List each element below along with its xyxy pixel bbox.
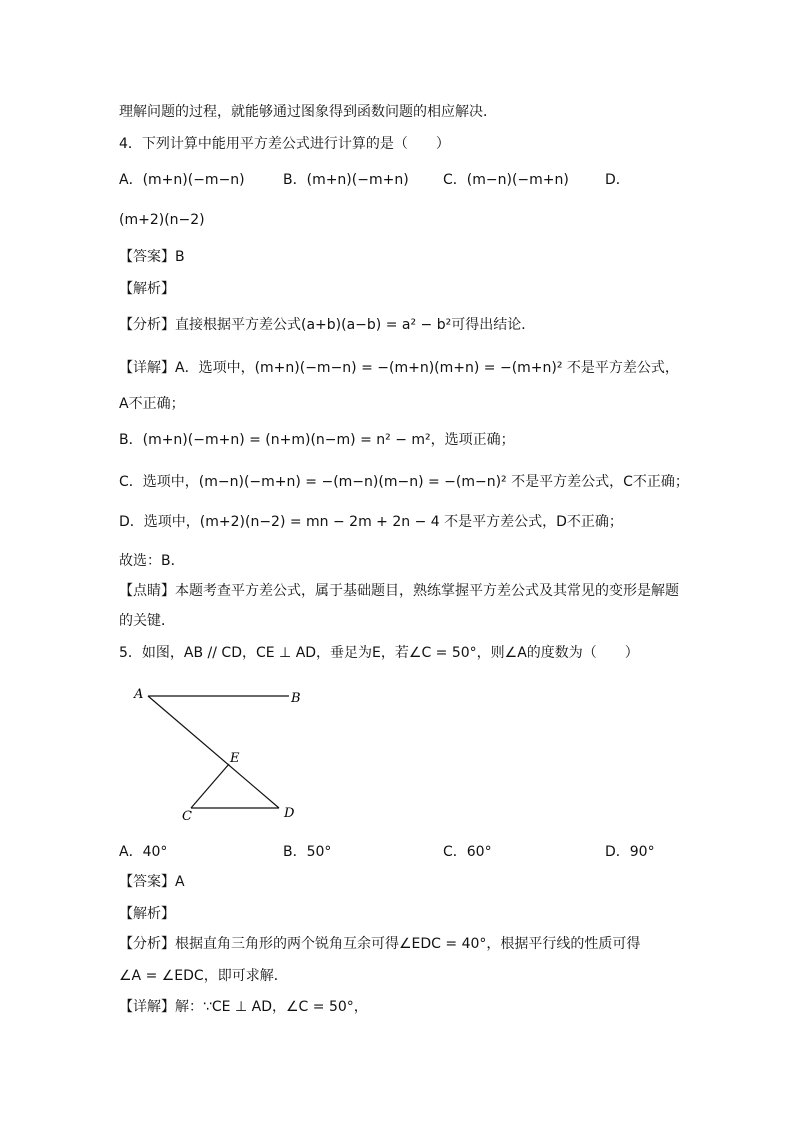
q5-jiexi: 【解析】 xyxy=(119,906,175,922)
q4-option-c: C．(m−n)(−m+n) xyxy=(443,172,569,188)
q5-fenxi-line1: 【分析】根据直角三角形的两个锐角互余可得∠EDC = 40°，根据平行线的性质可得 xyxy=(119,936,641,952)
q4-detail-d: D．选项中，(m+2)(n−2) = mn − 2m + 2n − 4 不是平方差公式，D不正确； xyxy=(119,514,623,530)
q5-option-a: A．40° xyxy=(119,844,168,860)
q4-choose: 故选：B． xyxy=(119,553,185,569)
q5-stem: 5．如图，AB // CD，CE ⊥ AD，垂足为E，若∠C = 50°，则∠A的度数为（ ） xyxy=(119,645,639,661)
label-d: D xyxy=(284,806,295,821)
label-c: C xyxy=(182,809,192,824)
q5-detail: 【详解】解：∵CE ⊥ AD，∠C = 50°， xyxy=(119,999,368,1015)
segment-ad xyxy=(148,696,279,808)
q4-detail-c: C．选项中，(m−n)(−m+n) = −(m−n)(m−n) = −(m−n)² 不是平方差公式，C不正确； xyxy=(119,474,689,490)
label-a: A xyxy=(134,687,144,702)
q4-detail-a-line2: A不正确； xyxy=(119,396,185,412)
q5-fenxi-line2: ∠A = ∠EDC，即可求解． xyxy=(119,968,288,984)
q5-option-d: D．90° xyxy=(605,844,655,860)
q4-jiexi: 【解析】 xyxy=(119,281,175,297)
label-b: B xyxy=(291,691,301,706)
segment-ce xyxy=(191,764,229,808)
q4-dianjing-line1: 【点睛】本题考查平方差公式，属于基础题目，熟练掌握平方差公式及其常见的变形是解题 xyxy=(119,583,679,599)
q4-option-d-cont: (m+2)(n−2) xyxy=(119,212,205,228)
q4-stem: 4．下列计算中能用平方差公式进行计算的是（ ） xyxy=(119,136,450,152)
q4-answer: 【答案】B xyxy=(119,249,185,265)
q4-option-d: D． xyxy=(605,172,630,188)
q5-option-b: B．50° xyxy=(283,844,332,860)
q4-detail-b: B．(m+n)(−m+n) = (n+m)(n−m) = n² − m²，选项正确； xyxy=(119,432,515,448)
q4-option-b: B．(m+n)(−m+n) xyxy=(283,172,409,188)
q4-fenxi: 【分析】直接根据平方差公式(a+b)(a−b) = a² − b²可得出结论． xyxy=(119,317,536,333)
q5-geometry-figure xyxy=(119,680,319,830)
q4-option-a: A．(m+n)(−m−n) xyxy=(119,172,245,188)
intro-line: 理解问题的过程，就能够通过图象得到函数问题的相应解决． xyxy=(119,104,497,120)
q5-answer: 【答案】A xyxy=(119,874,185,890)
q4-dianjing-line2: 的关键． xyxy=(119,613,175,629)
label-e: E xyxy=(230,751,240,766)
q5-option-c: C．60° xyxy=(443,844,492,860)
q4-detail-a-line1: 【详解】A．选项中，(m+n)(−m−n) = −(m+n)(m+n) = −(m+n)² 不是平方差公式， xyxy=(119,360,679,376)
